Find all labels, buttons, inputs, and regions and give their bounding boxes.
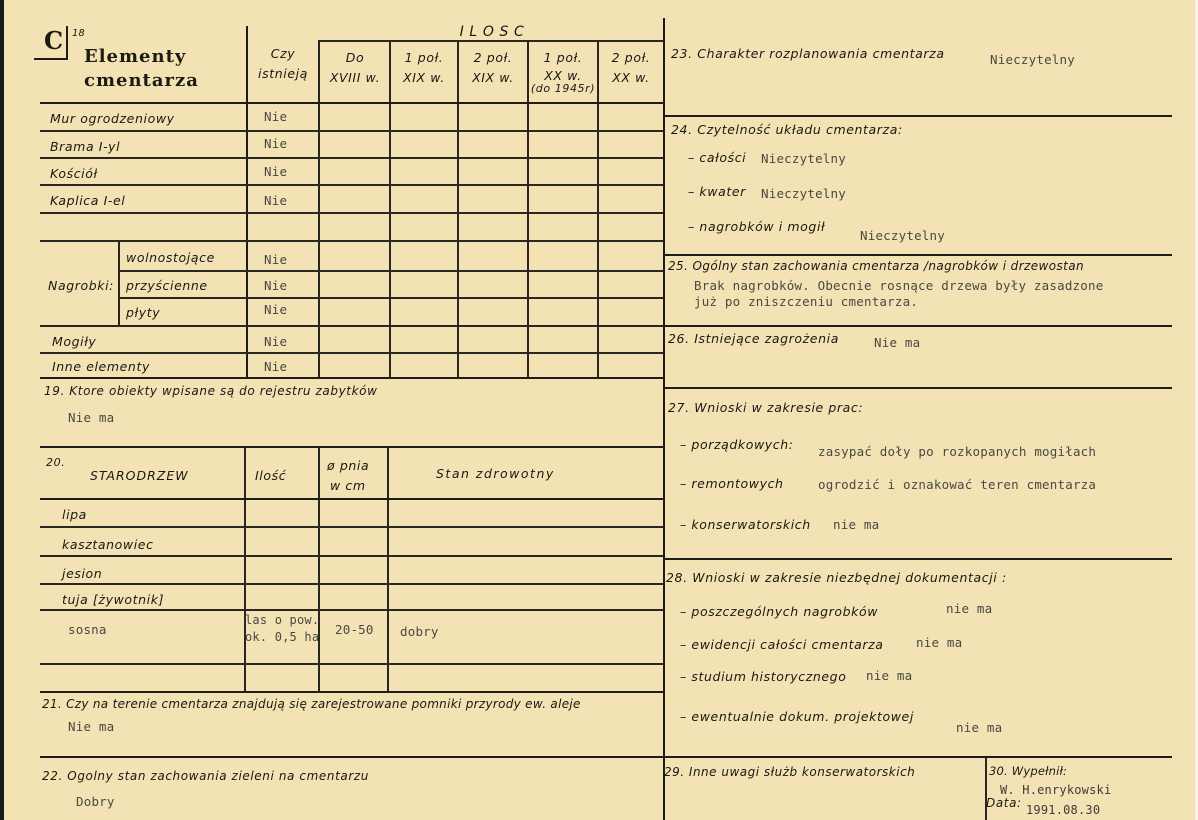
tree-jesion: jesion bbox=[62, 566, 103, 581]
q30-date: 1991.08.30 bbox=[1026, 803, 1101, 817]
nagrobki-label: Nagrobki: bbox=[48, 278, 114, 293]
q24-value-calosci: Nieczytelny bbox=[761, 151, 846, 166]
q28-item-studium: – studium historycznego bbox=[680, 669, 847, 684]
nagrobki-wolnostojace-value: Nie bbox=[264, 252, 288, 267]
scan-edge bbox=[0, 0, 4, 820]
col-1pol-xx-2: XX w. bbox=[544, 68, 582, 83]
col-do-xviii-1: Do bbox=[345, 50, 365, 65]
q28-value-ewidencji: nie ma bbox=[916, 635, 963, 650]
q24-label: 24. Czytelność układu cmentarza: bbox=[671, 122, 903, 137]
row-value-inne: Nie bbox=[264, 359, 288, 374]
sosna-stan: dobry bbox=[400, 624, 439, 639]
q25-line1: Brak nagrobków. Obecnie rosnące drzewa były zasadzone bbox=[694, 278, 1104, 293]
q23-label: 23. Charakter rozplanowania cmentarza bbox=[671, 46, 945, 61]
row-value-brama: Nie bbox=[264, 136, 288, 151]
q30-date-label: Data: bbox=[986, 796, 1022, 810]
q25-label: 25. Ogólny stan zachowania cmentarza /nagrobków i drzewostan bbox=[668, 259, 1084, 273]
col-1pol-xix-1: 1 poł. bbox=[404, 50, 444, 65]
row-value-mogily: Nie bbox=[264, 334, 288, 349]
q28-item-projektowej: – ewentualnie dokum. projektowej bbox=[680, 709, 914, 724]
section-title-line2: cmentarza bbox=[84, 70, 199, 91]
col-header-czy-2: istnieją bbox=[258, 66, 308, 81]
q22-value: Dobry bbox=[76, 794, 115, 809]
q27-item-remontowych: – remontowych bbox=[680, 476, 784, 491]
nagrobki-plyty: płyty bbox=[126, 305, 161, 320]
q28-value-nagrobkow: nie ma bbox=[946, 601, 993, 616]
q22-label: 22. Ogolny stan zachowania zieleni na cmentarzu bbox=[42, 769, 369, 783]
tree-lipa: lipa bbox=[62, 507, 87, 522]
row-label-kaplica: Kaplica I-el bbox=[50, 193, 126, 208]
q24-value-nagrobkow: Nieczytelny bbox=[860, 228, 945, 243]
q21-value: Nie ma bbox=[68, 719, 115, 734]
tree-sosna: sosna bbox=[68, 622, 107, 637]
q20-header-pnia: ø pnia bbox=[327, 458, 370, 473]
q27-value-konserwatorskich: nie ma bbox=[833, 517, 880, 532]
col-2pol-xx-2: XX w. bbox=[612, 70, 650, 85]
q20-header-stan: Stan zdrowotny bbox=[436, 466, 555, 481]
col-1pol-xx-1: 1 poł. bbox=[543, 50, 583, 65]
sosna-pien: 20-50 bbox=[335, 622, 374, 637]
col-header-czy-1: Czy bbox=[270, 46, 296, 61]
col-1pol-xx-3: (do 1945r) bbox=[530, 82, 596, 95]
col-1pol-xix-2: XIX w. bbox=[403, 70, 445, 85]
q27-label: 27. Wnioski w zakresie prac: bbox=[668, 400, 864, 415]
row-label-kosciol: Kościół bbox=[50, 166, 98, 181]
col-2pol-xix-2: XIX w. bbox=[472, 70, 514, 85]
sosna-ilosc-1: las o pow. bbox=[245, 613, 320, 627]
q28-label: 28. Wnioski w zakresie niezbędnej dokumentacji : bbox=[666, 570, 1007, 585]
q20-number: 20. bbox=[46, 456, 66, 469]
q27-item-konserwatorskich: – konserwatorskich bbox=[680, 517, 811, 532]
row-value-kosciol: Nie bbox=[264, 164, 288, 179]
q24-item-nagrobkow: – nagrobków i mogił bbox=[688, 219, 826, 234]
q27-value-remontowych: ogrodzić i oznakować teren cmentarza bbox=[818, 477, 1097, 492]
section-title-line1: Elementy bbox=[84, 46, 187, 67]
row-value-kaplica: Nie bbox=[264, 193, 288, 208]
row-label-brama: Brama I-yl bbox=[50, 139, 121, 154]
q25-line2: już po zniszczeniu cmentarza. bbox=[694, 294, 919, 309]
q26-label: 26. Istniejące zagrożenia bbox=[668, 331, 839, 346]
nagrobki-przyscienne-value: Nie bbox=[264, 278, 288, 293]
q28-value-studium: nie ma bbox=[866, 668, 913, 683]
row-label-mogily: Mogiły bbox=[52, 334, 97, 349]
col-2pol-xx-1: 2 poł. bbox=[611, 50, 651, 65]
col-header-ilosc: I L O S C bbox=[459, 24, 525, 40]
nagrobki-plyty-value: Nie bbox=[264, 302, 288, 317]
nagrobki-wolnostojace: wolnostojące bbox=[126, 250, 215, 265]
q28-item-nagrobkow: – poszczególnych nagrobków bbox=[680, 604, 879, 619]
nagrobki-przyscienne: przyścienne bbox=[126, 278, 208, 293]
q30-label: 30. Wypełnił: bbox=[989, 764, 1068, 778]
q20-header-starodrzew: STARODRZEW bbox=[90, 468, 189, 483]
section-letter: C bbox=[44, 26, 64, 55]
q27-item-porzadkowych: – porządkowych: bbox=[680, 437, 794, 452]
row-label-inne: Inne elementy bbox=[52, 359, 150, 374]
q24-item-kwater: – kwater bbox=[688, 184, 746, 199]
q23-value: Nieczytelny bbox=[990, 52, 1075, 67]
q24-item-calosci: – całości bbox=[688, 150, 747, 165]
row-label-mur: Mur ogrodzeniowy bbox=[50, 111, 175, 126]
q30-name: W. H.enrykowski bbox=[1000, 783, 1112, 797]
section-superscript: 18 bbox=[72, 28, 85, 39]
q20-header-wcm: w cm bbox=[330, 478, 366, 493]
q26-value: Nie ma bbox=[874, 335, 921, 350]
q24-value-kwater: Nieczytelny bbox=[761, 186, 846, 201]
sosna-ilosc-2: ok. 0,5 ha bbox=[245, 630, 320, 644]
q28-value-projektowej: nie ma bbox=[956, 720, 1003, 735]
tree-tuja: tuja [żywotnik] bbox=[62, 592, 165, 607]
q20-header-ilosc: Ilość bbox=[255, 468, 287, 483]
row-value-mur: Nie bbox=[264, 109, 288, 124]
q27-value-porzadkowych: zasypać doły po rozkopanych mogiłach bbox=[818, 444, 1097, 459]
q19-value: Nie ma bbox=[68, 410, 115, 425]
q28-item-ewidencji: – ewidencji całości cmentarza bbox=[680, 637, 884, 652]
q21-label: 21. Czy na terenie cmentarza znajdują się zarejestrowane pomniki przyrody ew. aleje bbox=[42, 697, 581, 711]
q19-label: 19. Ktore obiekty wpisane są do rejestru zabytków bbox=[44, 384, 378, 398]
col-do-xviii-2: XVIII w. bbox=[329, 70, 381, 85]
q29-label: 29. Inne uwagi służb konserwatorskich bbox=[664, 765, 916, 779]
col-2pol-xix-1: 2 poł. bbox=[473, 50, 513, 65]
tree-kasztanowiec: kasztanowiec bbox=[62, 537, 154, 552]
